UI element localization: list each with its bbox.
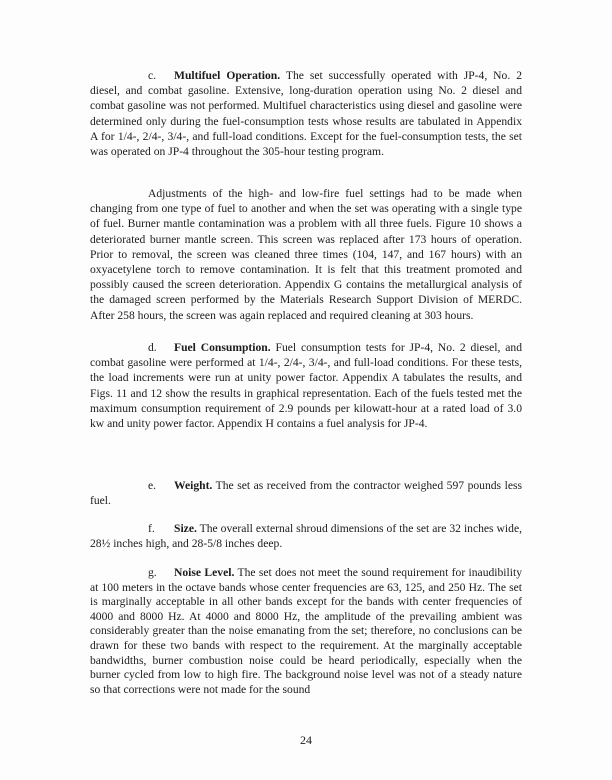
section-title: Multifuel Operation. — [174, 69, 281, 82]
section-f-size — [90, 521, 522, 551]
section-c-continued — [90, 186, 522, 323]
section-body: The set as received from the contractor weighed 597 pounds less fuel. — [90, 479, 522, 508]
section-body: Adjustments of the high- and low-fire fuel settings had to be made when changing from one type of fuel to another and when the set was operating with a single type of fuel. Burner mantle contamination was a problem with all three fuels. Figure 10 shows a deteriorated burner mantle screen. This screen was replaced after 173 hours of operation. Prior to removal, the screen was cleaned three times (104, 147, and 167 hours) with an oxyacetylene torch to remove contamination. It is felt that this treatment promoted and possibly caused the screen deterioration. Appendix G contains the metallurgical analysis of the damaged screen performed by the Materials Research Support Division of MERDC. After 258 hours, the screen was again replaced and required cleaning at 303 hours. — [90, 187, 522, 322]
section-c-multifuel-operation — [90, 68, 522, 159]
section-letter: c. — [148, 69, 157, 82]
section-body: The set successfully operated with JP-4, No. 2 diesel, and combat gasoline. Extensive, long-duration operation using No. 2 diesel and combat gasoline was not performed. Multifuel characteristics using diesel and gasoline were determined only during the fuel-consumption tests whose results are tabulated in Appendix A for 1/4-, 2/4-, 3/4-, and full-load conditions. Except for the fuel-consumption tests, the set was operated on JP-4 throughout the 305-hour testing program. — [90, 69, 522, 159]
section-title: Noise Level. — [174, 566, 235, 579]
section-letter: e. — [148, 479, 157, 492]
section-g-noise-level — [90, 566, 522, 697]
section-body: The overall external shroud dimensions of the set are 32 inches wide, 28½ inches high, and 28-5/8 inches deep. — [90, 522, 522, 551]
section-e-weight — [90, 478, 522, 508]
page-number: 24 — [300, 733, 312, 747]
section-title: Fuel Consumption. — [174, 341, 271, 354]
section-d-fuel-consumption — [90, 340, 522, 431]
section-letter: f. — [148, 522, 155, 535]
section-body: Fuel consumption tests for JP-4, No. 2 diesel, and combat gasoline were performed at 1/4-, 2/4-, 3/4-, and full-load conditions. For these tests, the load increments were run at unity power factor. Appendix A tabulates the results, and Figs. 11 and 12 show the results in graphical representation. Each of the fuels tested met the maximum consumption requirement of 2.9 pounds per kilowatt-hour at a rated load of 3.0 kw and unity power factor. Appendix H contains a fuel analysis for JP-4. — [90, 341, 523, 431]
section-letter: d. — [148, 341, 157, 354]
section-letter: g. — [148, 566, 157, 579]
section-title: Weight. — [174, 479, 213, 492]
section-title: Size. — [174, 522, 197, 535]
section-body: The set does not meet the sound requirement for inaudibility at 100 meters in the octave bands whose center frequencies are 63, 125, and 250 Hz. The set is marginally acceptable in all other bands except for the bands with center frequencies of 4000 and 8000 Hz. At 4000 and 8000 Hz, the amplitude of the prevailing ambient was considerably greater than the noise emanating from the set; therefore, no conclusions can be drawn for these two bands with respect to the requirement. At the marginally acceptable bandwidths, burner combustion noise could be heard periodically, especially when the burner cycled from low to high fire. The background noise level was not of a steady nature so that corrections were not made for the sound — [90, 566, 522, 696]
